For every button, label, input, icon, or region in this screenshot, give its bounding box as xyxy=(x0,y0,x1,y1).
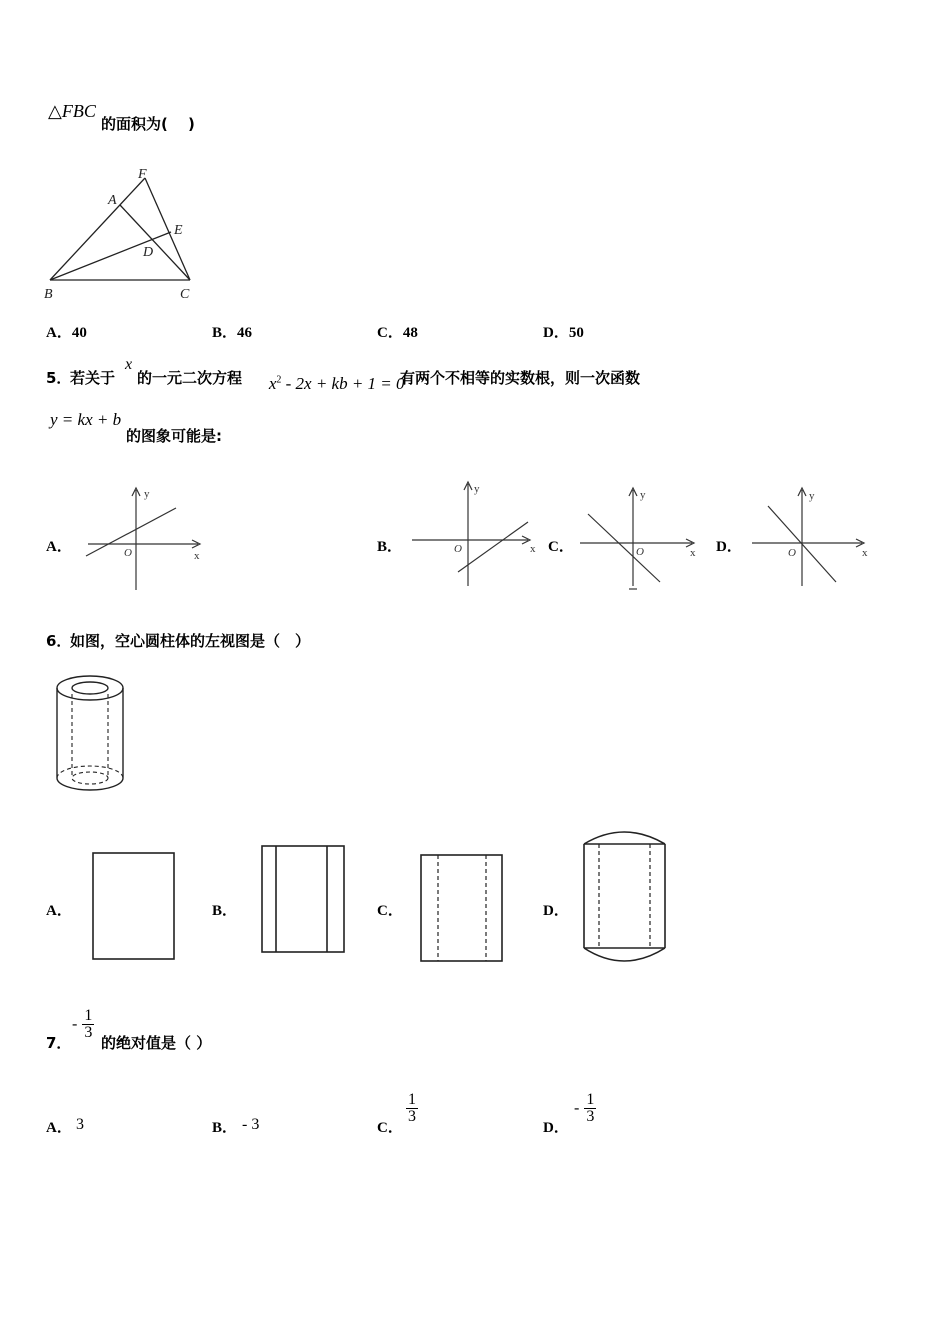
q5-text2: 的一元二次方程 xyxy=(137,369,243,387)
edge-bf xyxy=(50,178,145,280)
edge-fc xyxy=(145,178,190,280)
edge-ac xyxy=(120,205,190,280)
q6-option-a[interactable]: A． xyxy=(46,903,72,919)
outer-bottom-arc xyxy=(57,778,123,790)
q6-option-c[interactable]: C． xyxy=(377,903,403,919)
outer-top-ellipse xyxy=(57,676,123,700)
label-a: A xyxy=(108,193,117,208)
function-line xyxy=(588,514,660,582)
option-value: 40 xyxy=(71,325,87,341)
q4-stem-text: 的面积为( ) xyxy=(100,115,195,133)
q6-hollow-cylinder-figure xyxy=(48,670,138,798)
label-d: D xyxy=(143,245,154,260)
y-label: y xyxy=(640,489,646,501)
origin-label: O xyxy=(788,547,796,559)
q6-number: 6． xyxy=(46,632,72,650)
q7-option-b[interactable] xyxy=(212,1116,237,1137)
label-b: B xyxy=(44,287,53,302)
fraction xyxy=(406,1092,418,1125)
origin-label: O xyxy=(454,543,462,555)
view-outline xyxy=(421,855,502,961)
label-c: C xyxy=(180,287,190,302)
q4-stem xyxy=(48,101,195,133)
y-label: y xyxy=(474,483,480,495)
q5-var-x: x xyxy=(125,356,133,373)
q6-view-b xyxy=(258,842,350,957)
option-letter: C． xyxy=(377,1120,403,1136)
view-outline xyxy=(262,846,344,952)
numerator: 1 xyxy=(408,1091,416,1108)
numerator: 1 xyxy=(84,1007,93,1024)
q5-option-c[interactable]: C． xyxy=(548,539,574,555)
q5-equation xyxy=(258,354,405,394)
option-value: 48 xyxy=(402,325,418,341)
q7-option-d[interactable] xyxy=(543,1116,569,1137)
q7-negative-sign: - xyxy=(72,1015,78,1033)
label-e: E xyxy=(174,223,183,238)
denominator: 3 xyxy=(408,1108,416,1125)
q4-triangle-label: △FBC xyxy=(48,101,96,121)
fraction xyxy=(584,1092,596,1125)
equation-rest: - 2x + kb + 1 = 0 xyxy=(281,374,405,393)
q6-view-a xyxy=(88,848,180,964)
option-letter: A． xyxy=(46,325,72,341)
view-outline xyxy=(93,853,174,959)
equation-base: x xyxy=(268,374,277,393)
q4-triangle-figure xyxy=(40,160,210,305)
q7-option-a-value: 3 xyxy=(76,1116,84,1133)
label-f: F xyxy=(138,167,147,182)
q4-option-b[interactable] xyxy=(212,321,252,342)
q6-option-b[interactable]: B． xyxy=(212,903,238,919)
q7-number: 7． xyxy=(46,1034,72,1052)
q7-option-b-value: - 3 xyxy=(242,1116,260,1133)
y-label: y xyxy=(809,490,815,502)
option-letter: D． xyxy=(543,1120,569,1136)
option-letter: C． xyxy=(377,325,403,341)
option-letter: B． xyxy=(212,325,238,341)
q5-option-d[interactable]: D． xyxy=(716,539,742,555)
q5-graph-d xyxy=(748,484,876,592)
q7-option-c-fraction xyxy=(406,1092,418,1125)
q5-option-a[interactable]: A． xyxy=(46,539,72,555)
equation-exponent: 2 xyxy=(276,374,282,386)
q7-option-a[interactable] xyxy=(46,1116,72,1137)
q4-option-d[interactable] xyxy=(543,321,584,342)
q5-number: 5． xyxy=(46,369,72,387)
origin-label: O xyxy=(124,547,132,559)
option-letter: A． xyxy=(46,1120,72,1136)
q5-option-b[interactable]: B． xyxy=(377,539,403,555)
q4-option-a[interactable] xyxy=(46,321,87,342)
top-arc xyxy=(584,832,665,844)
q5-text4: 的图象可能是: xyxy=(126,427,222,445)
q6-text: 如图，空心圆柱体的左视图是（ ） xyxy=(70,632,311,650)
option-letter: B． xyxy=(212,1120,238,1136)
q7-text: 的绝对值是（ ） xyxy=(101,1034,212,1052)
x-label: x xyxy=(194,550,200,562)
negative-sign: - xyxy=(574,1099,580,1117)
option-letter: D． xyxy=(543,325,569,341)
q6-option-d[interactable]: D． xyxy=(543,903,569,919)
q7-stem xyxy=(72,1008,94,1041)
denominator: 3 xyxy=(586,1108,595,1125)
q6-view-d xyxy=(577,826,673,968)
x-label: x xyxy=(530,543,536,555)
q5-text1: 若关于 xyxy=(70,369,116,387)
denominator: 3 xyxy=(84,1024,93,1041)
x-label: x xyxy=(862,547,868,559)
q7-fraction xyxy=(82,1008,94,1041)
inner-bottom-hidden-ellipse xyxy=(72,772,108,784)
inner-top-ellipse xyxy=(72,682,108,694)
q5-function: y = kx + b xyxy=(50,410,122,429)
q5-text3: 有两个不相等的实数根，则一次函数 xyxy=(400,369,641,387)
q5-graph-b xyxy=(410,478,540,588)
y-label: y xyxy=(144,488,150,500)
q6-view-c xyxy=(416,850,508,966)
q4-option-c[interactable] xyxy=(377,321,418,342)
x-label: x xyxy=(690,547,696,559)
q5-graph-c xyxy=(578,484,703,594)
q7-option-d-fraction xyxy=(574,1092,596,1125)
numerator: 1 xyxy=(586,1091,595,1108)
bottom-arc xyxy=(584,948,665,961)
q7-option-c[interactable] xyxy=(377,1116,403,1137)
option-value: 50 xyxy=(568,325,584,341)
option-value: 46 xyxy=(237,325,253,341)
origin-label: O xyxy=(636,546,644,558)
q5-graph-a xyxy=(80,485,210,593)
